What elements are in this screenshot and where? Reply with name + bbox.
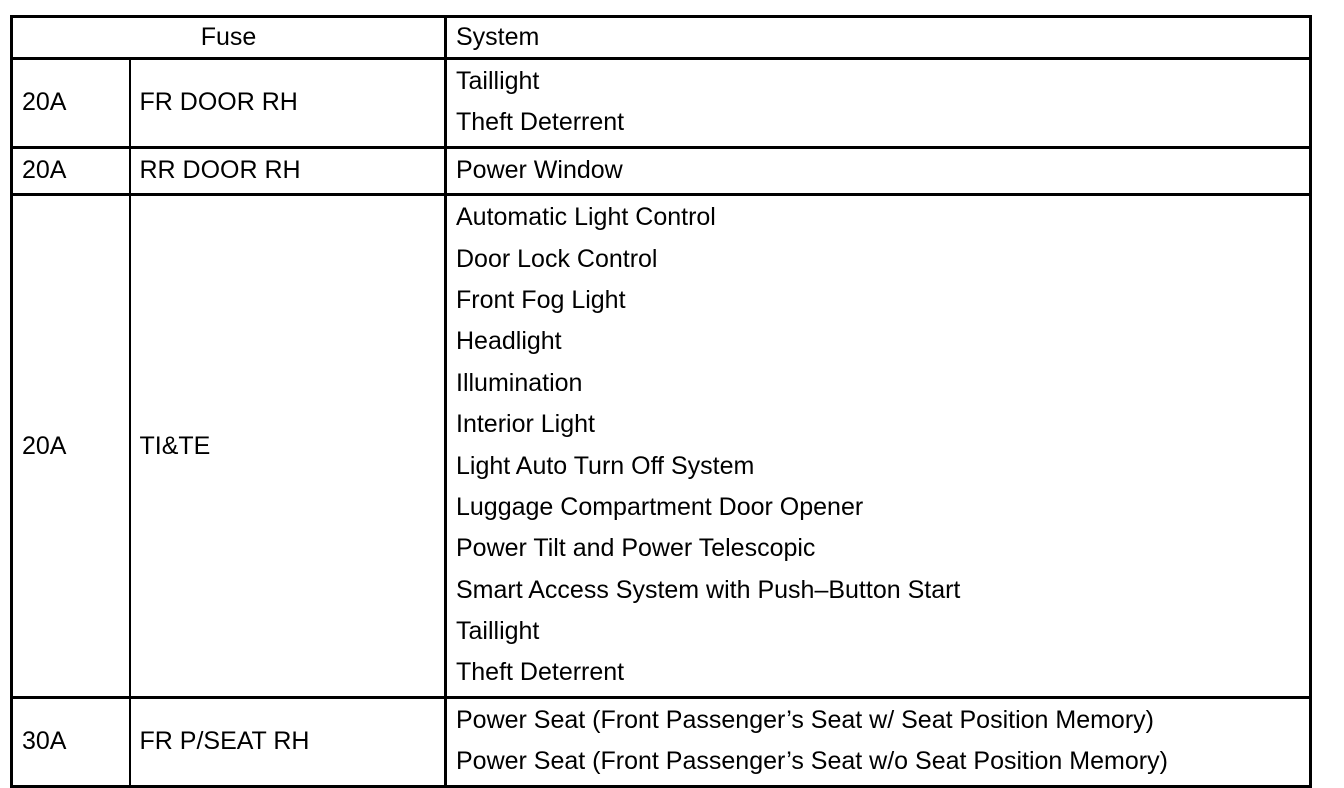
table-row (12, 147, 1311, 194)
system-item: Light Auto Turn Off System (456, 451, 755, 480)
fuse-table (10, 15, 1312, 788)
table-row (12, 59, 1311, 148)
fuse-name-cell: FR DOOR RH (130, 59, 446, 148)
table-row (12, 697, 1311, 786)
system-item: Smart Access System with Push–Button Start (456, 575, 961, 604)
header-row (12, 17, 1311, 59)
system-item: Luggage Compartment Door Opener (456, 492, 864, 521)
table-header (12, 17, 1311, 59)
table-body (12, 59, 1311, 787)
system-item: Power Tilt and Power Telescopic (456, 534, 816, 563)
system-item: Theft Deterrent (456, 108, 625, 137)
fuse-amperage-cell: 20A (12, 59, 130, 148)
table-row (12, 195, 1311, 698)
system-item: Illumination (456, 368, 583, 397)
fuse-name-cell: RR DOOR RH (130, 147, 446, 194)
fuse-name-cell: TI&TE (130, 195, 446, 698)
system-list-cell (446, 195, 1311, 698)
fuse-column-header: Fuse (12, 17, 446, 59)
fuse-name-cell: FR P/SEAT RH (130, 697, 446, 786)
system-list-cell (446, 147, 1311, 194)
system-item: Power Seat (Front Passenger’s Seat w/ Seat Position Memory) (456, 705, 1154, 734)
system-item: Taillight (456, 67, 540, 95)
system-list-cell (446, 59, 1311, 148)
system-list-cell (446, 697, 1311, 786)
fuse-amperage-cell: 30A (12, 697, 130, 786)
fuse-amperage-cell: 20A (12, 147, 130, 194)
system-column-header: System (446, 17, 1311, 59)
system-item: Taillight (456, 617, 540, 646)
system-item: Power Window (456, 155, 623, 184)
system-item: Headlight (456, 327, 562, 356)
system-item: Interior Light (456, 410, 595, 439)
system-item: Door Lock Control (456, 244, 658, 273)
system-item: Automatic Light Control (456, 203, 716, 232)
fuse-amperage-cell: 20A (12, 195, 130, 698)
system-item: Front Fog Light (456, 285, 626, 314)
system-item: Theft Deterrent (456, 658, 625, 687)
system-item: Power Seat (Front Passenger’s Seat w/o Seat Position Memory) (456, 747, 1168, 776)
